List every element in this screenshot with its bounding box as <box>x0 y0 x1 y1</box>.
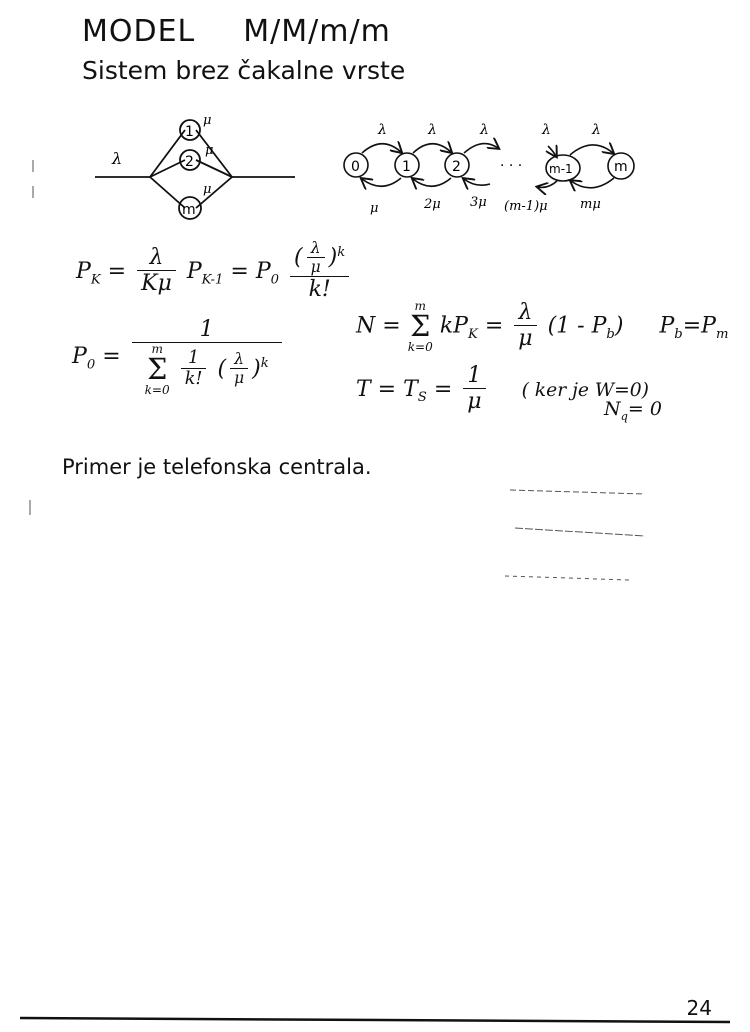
n-fraction <box>514 301 536 353</box>
arrival-arc-into-m-minus-1 <box>548 146 556 156</box>
formula-pk <box>76 240 353 304</box>
chain-arrival-label-2: λ <box>428 122 437 138</box>
chain-arrival-label-5: λ <box>592 122 601 138</box>
title-model: MODEL <box>82 14 196 49</box>
p0-sum-symbol: m Σ k=0 <box>144 342 170 397</box>
service-label-3: 3μ <box>470 195 487 210</box>
formula-nq <box>604 398 662 423</box>
service-arc-m-minus-1-prev <box>538 181 557 187</box>
pk-frac-num: λ <box>137 246 176 271</box>
pk-inner-den: μ <box>310 257 321 276</box>
chain-arrival-label-3: λ <box>480 122 489 138</box>
rate-label-m: μ <box>203 182 212 197</box>
n-pm-sub: m <box>715 326 729 342</box>
pk-eq-2: = <box>230 258 249 284</box>
state-label-2: 2 <box>452 159 461 175</box>
pk-eq-1: = <box>107 258 127 284</box>
n-body-sub: K <box>467 326 478 342</box>
arrival-label: λ <box>112 149 123 168</box>
arrival-arc-0-1 <box>362 144 401 153</box>
service-arc-1-0 <box>362 178 401 186</box>
p0-inner-num: 1 <box>181 349 207 369</box>
arrival-arc-m-minus-1-m <box>570 145 613 155</box>
chain-ellipsis: · · · <box>500 158 523 174</box>
pk-factorial: k! <box>308 277 331 303</box>
pk-prev: P <box>186 258 202 284</box>
p0-sum-bot: k=0 <box>144 382 170 397</box>
n-body: kP <box>439 313 468 339</box>
pk-lhs-sub: K <box>90 272 101 288</box>
n-eq-1: = <box>382 313 401 339</box>
pk-power-fraction: ( $\frac{\lambda}{\mu}$ )$^k$ k! <box>290 240 349 304</box>
p0-inner-den: k! <box>184 369 203 390</box>
pk-p0: P <box>255 258 271 284</box>
nq-sub: q <box>620 408 628 423</box>
formula-p0 <box>72 318 286 396</box>
p0-frac-num: 1 <box>132 318 282 343</box>
state-label-m: m <box>614 159 628 175</box>
n-sum-top: m <box>414 299 426 313</box>
nq-end: = 0 <box>627 398 662 420</box>
rate-label-1: μ <box>203 113 212 128</box>
state-chain-diagram <box>344 144 634 188</box>
formula-n <box>356 300 728 353</box>
n-tail-sub: b <box>606 326 615 342</box>
t-eq: = <box>433 376 453 402</box>
pk-fraction <box>137 246 176 298</box>
pk-lhs: P <box>76 258 91 284</box>
arrival-arc-1-2 <box>413 144 451 153</box>
n-eq-3: = <box>682 313 702 339</box>
p0-lhs: P <box>72 343 87 369</box>
merge-line-3 <box>196 177 232 208</box>
chain-arrival-label-4: λ <box>542 122 551 138</box>
server-label-2: 2 <box>185 154 194 170</box>
server-label-m: m <box>182 202 196 218</box>
p0-exp: k <box>260 356 269 372</box>
pk-inner-num: λ <box>307 240 325 258</box>
branch-line-1 <box>150 130 185 177</box>
service-arc-3-2 <box>464 179 490 185</box>
merge-line-1 <box>196 130 232 177</box>
service-arc-m-m-minus-1 <box>571 178 614 188</box>
n-tail: (1 - P <box>547 313 607 339</box>
state-label-1: 1 <box>402 159 411 175</box>
state-label-m-minus-1: m-1 <box>549 162 573 176</box>
page-number: 24 <box>686 996 712 1020</box>
server-label-1: 1 <box>185 124 194 140</box>
p0-frac-den: m Σ k=0 $\frac{1}{k!}$ ( $\frac{\lambda}{\mu}$ )$^k$ <box>144 342 269 397</box>
n-tail-end: ) <box>614 313 624 339</box>
n-lhs: N <box>356 313 376 339</box>
n-sum-bot: k=0 <box>407 339 433 354</box>
pk-p0-sub: 0 <box>270 272 280 288</box>
nq-n: N <box>604 398 621 420</box>
n-sum-symbol: m Σ k=0 <box>407 299 433 354</box>
chain-arrival-label-1: λ <box>378 122 387 138</box>
t-frac-num: 1 <box>463 364 485 389</box>
service-label-m: mμ <box>580 197 601 212</box>
service-label-1: μ <box>370 201 379 216</box>
p0-lambda: λ <box>230 351 248 369</box>
t-note: ( ker je W=0) <box>521 379 649 401</box>
pk-frac-den: Kμ <box>141 271 172 297</box>
title-notation: M/M/m/m <box>243 14 391 49</box>
page-subtitle: Sistem brez čakalne vrste <box>82 56 406 85</box>
arrival-arc-2-next <box>464 144 498 153</box>
t-lhs: T = T <box>356 376 418 402</box>
t-frac-den: μ <box>467 389 482 415</box>
p0-lhs-sub: 0 <box>86 357 96 373</box>
rate-label-2: μ <box>205 143 214 158</box>
n-frac-den: μ <box>518 325 533 351</box>
n-frac-num: λ <box>514 301 536 326</box>
example-text: Primer je telefonska centrala. <box>62 455 372 479</box>
p0-mu: μ <box>234 369 245 388</box>
service-arc-2-1 <box>413 178 451 186</box>
t-lhs-sub: S <box>417 390 427 406</box>
n-pb: P <box>659 313 675 339</box>
n-eq-2: = <box>484 313 504 339</box>
pk-prev-sub: K-1 <box>201 272 224 288</box>
p0-eq: = <box>102 343 121 369</box>
state-label-0: 0 <box>351 159 360 175</box>
pk-exp: k <box>337 244 346 260</box>
p0-fraction <box>132 318 282 396</box>
p0-sum-top: m <box>151 342 163 357</box>
n-pb-sub: b <box>674 326 683 342</box>
n-pm: P <box>701 313 716 339</box>
service-label-m-minus-1: (m-1)μ <box>504 199 548 214</box>
t-fraction <box>463 364 485 416</box>
service-label-2: 2μ <box>424 197 441 212</box>
